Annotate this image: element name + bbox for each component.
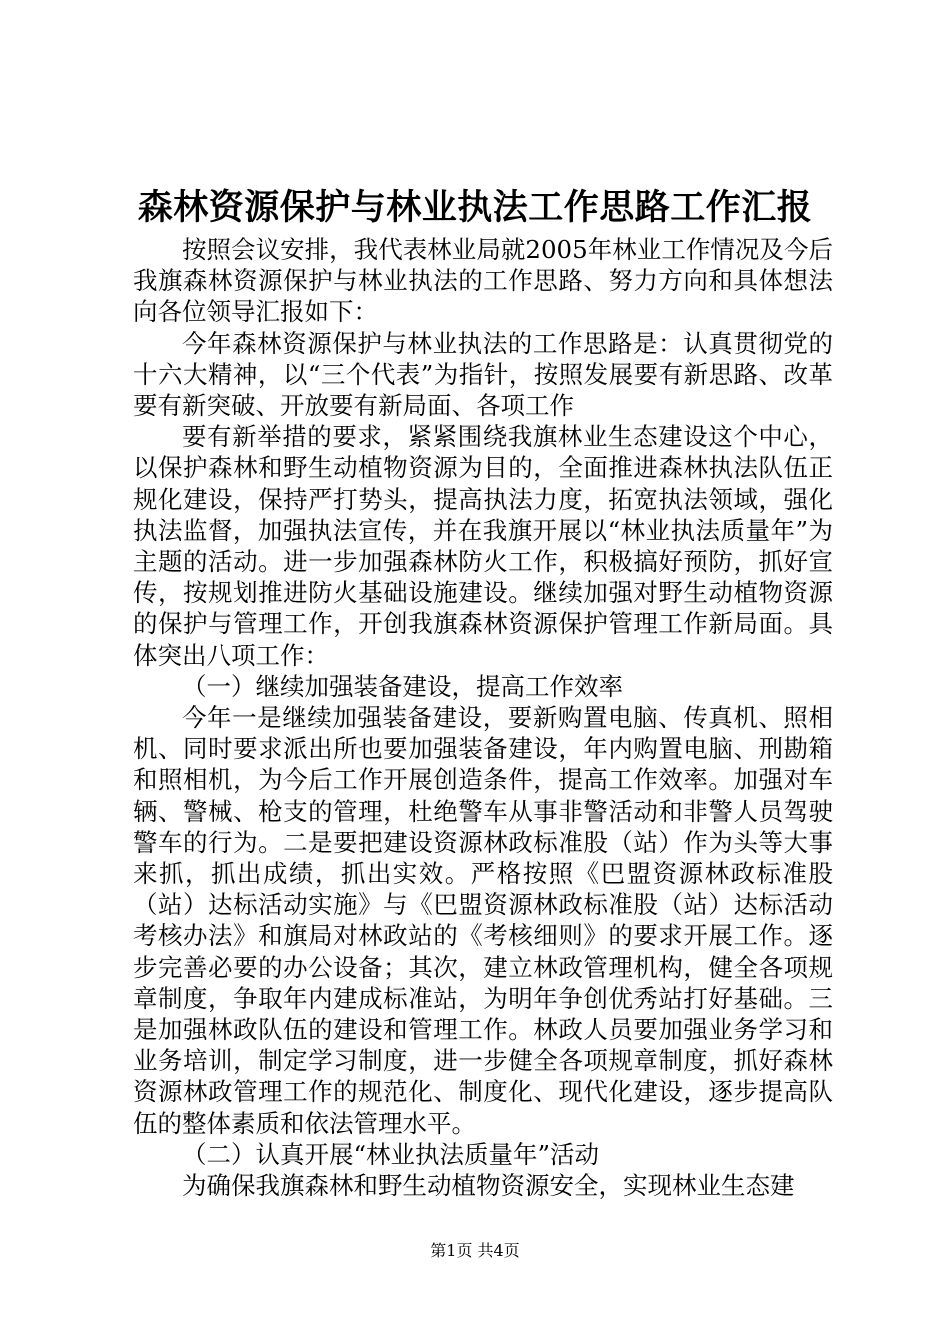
paragraph: 按照会议安排，我代表林业局就2005年林业工作情况及今后我旗森林资源保护与林业执法的工作思路、努力方向和具体想法向各位领导汇报如下： — [133, 235, 833, 327]
document-body — [133, 234, 833, 1201]
document-title: 森林资源保护与林业执法工作思路工作汇报 — [137, 187, 813, 228]
paragraph: 要有新举措的要求，紧紧围绕我旗林业生态建设这个中心，以保护森林和野生动植物资源为目的，全面推进森林执法队伍正规化建设，保持严打势头，提高执法力度，拓宽执法领域，强化执法监督，加强执法宣传，并在我旗开展以“林业执法质量年”为主题的活动。进一步加强森林防火工作，积极搞好预防，抓好宣传，按规划推进防火基础设施建设。继续加强对野生动植物资源的保护与管理工作，开创我旗森林资源保护管理工作新局面。具体突出八项工作： — [133, 422, 833, 670]
paragraph: 今年森林资源保护与林业执法的工作思路是：认真贯彻党的十六大精神，以“三个代表”为指针，按照发展要有新思路、改革要有新突破、开放要有新局面、各项工作 — [133, 328, 833, 421]
page-footer: 第1页 共4页 — [430, 1241, 520, 1260]
paragraph: 今年一是继续加强装备建设，要新购置电脑、传真机、照相机、同时要求派出所也要加强装备建设，年内购置电脑、刑勘箱和照相机，为今后工作开展创造条件，提高工作效率。加强对车辆、警械、枪支的管理，杜绝警车从事非警活动和非警人员驾驶警车的行为。二是要把建设资源林政标准股（站）作为头等大事来抓，抓出成绩，抓出实效。严格按照《巴盟资源林政标准股（站）达标活动实施》与《巴盟资源林政标准股（站）达标活动考核办法》和旗局对林政站的《考核细则》的要求开展工作。逐步完善必要的办公设备；其次，建立林政管理机构，健全各项规章制度，争取年内建成标准站，为明年争创优秀站打好基础。三是加强林政队伍的建设和管理工作。林政人员要加强业务学习和业务培训，制定学习制度，进一步健全各项规章制度，抓好森林资源林政管理工作的规范化、制度化、现代化建设，逐步提高队伍的整体素质和依法管理水平。 — [133, 703, 833, 1138]
paragraph: 为确保我旗森林和野生动植物资源安全，实现林业生态建 — [182, 1171, 795, 1201]
section-heading: （一）继续加强装备建设，提高工作效率 — [182, 671, 623, 701]
section-heading: （二）认真开展“林业执法质量年”活动 — [182, 1139, 600, 1169]
